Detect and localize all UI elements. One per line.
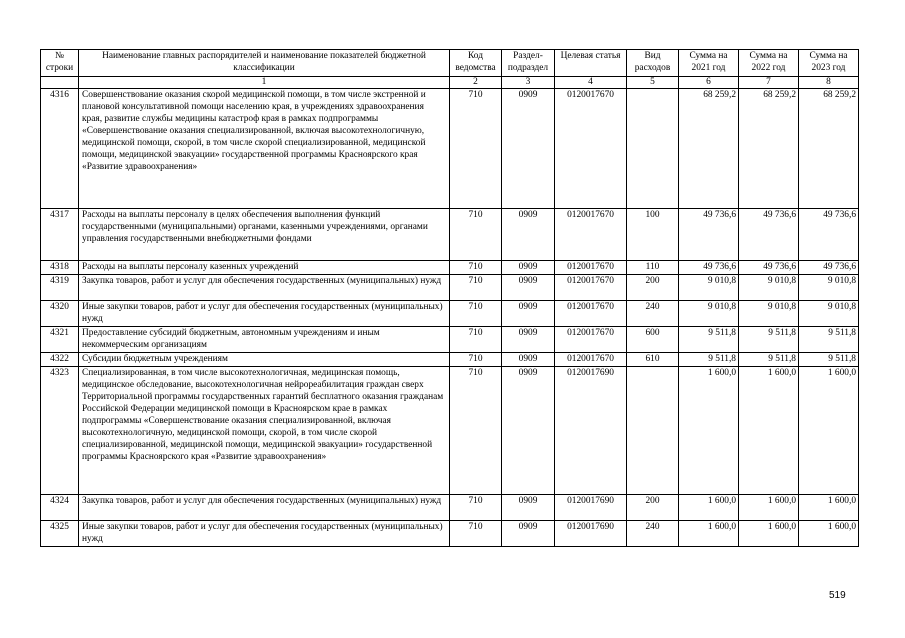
target-article: 0120017670	[555, 209, 627, 261]
item-name: Специализированная, в том числе высокотехнологичная, медицинская помощь, медицинское обследование, высокотехнологичная нейрореабилитация граждан сверх Территориальной программы государственных гарантий бесплатного оказания гражданам Российской Федерации медицинской помощи в Красноярском крае в рамках подпрограммы «Совершенствование оказания специализированной, включая высокотехнологичную, медицинской помощи, скорой, в том числе скорой специализированной, медицинской помощи, медицинской эвакуации» государственной программы Красноярского края «Развитие здравоохранения»	[79, 367, 450, 495]
target-article: 0120017690	[555, 495, 627, 521]
column-number: 3	[502, 77, 555, 89]
table-row	[41, 367, 859, 495]
item-name: Расходы на выплаты персоналу казенных учреждений	[79, 261, 450, 275]
table-row	[41, 327, 859, 353]
target-article: 0120017670	[555, 327, 627, 353]
sum-2021: 9 010,8	[679, 301, 739, 327]
expense-type: 600	[627, 327, 679, 353]
section-code: 0909	[502, 301, 555, 327]
sum-2022: 1 600,0	[739, 495, 799, 521]
dept-code: 710	[450, 209, 502, 261]
target-article: 0120017670	[555, 301, 627, 327]
expense-type: 200	[627, 275, 679, 301]
dept-code: 710	[450, 495, 502, 521]
sum-2022: 9 511,8	[739, 353, 799, 367]
expense-type: 240	[627, 521, 679, 547]
column-number: 5	[627, 77, 679, 89]
col-header-dept-code: Код ведомства	[450, 50, 502, 77]
section-code: 0909	[502, 275, 555, 301]
item-name: Закупка товаров, работ и услуг для обеспечения государственных (муниципальных) нужд	[79, 275, 450, 301]
row-number: 4316	[41, 89, 79, 209]
expense-type: 610	[627, 353, 679, 367]
section-code: 0909	[502, 353, 555, 367]
sum-2023: 49 736,6	[799, 209, 859, 261]
sum-2021: 1 600,0	[679, 521, 739, 547]
item-name: Предоставление субсидий бюджетным, автономным учреждениям и иным некоммерческим организациям	[79, 327, 450, 353]
sum-2023: 9 010,8	[799, 275, 859, 301]
row-number: 4323	[41, 367, 79, 495]
dept-code: 710	[450, 261, 502, 275]
sum-2022: 49 736,6	[739, 261, 799, 275]
col-header-expense-type: Вид расходов	[627, 50, 679, 77]
target-article: 0120017690	[555, 367, 627, 495]
item-name: Расходы на выплаты персоналу в целях обеспечения выполнения функций государственными (муниципальными) органами, казенными учреждениями, органами управления государственными внебюджетными фондами	[79, 209, 450, 261]
sum-2023: 1 600,0	[799, 521, 859, 547]
expense-type	[627, 89, 679, 209]
row-number: 4325	[41, 521, 79, 547]
section-code: 0909	[502, 367, 555, 495]
item-name: Иные закупки товаров, работ и услуг для обеспечения государственных (муниципальных) нужд	[79, 301, 450, 327]
target-article: 0120017690	[555, 521, 627, 547]
dept-code: 710	[450, 275, 502, 301]
expense-type: 200	[627, 495, 679, 521]
sum-2022: 49 736,6	[739, 209, 799, 261]
expense-type: 100	[627, 209, 679, 261]
sum-2021: 49 736,6	[679, 261, 739, 275]
sum-2023: 68 259,2	[799, 89, 859, 209]
item-name: Субсидии бюджетным учреждениям	[79, 353, 450, 367]
col-header-sum-2023: Сумма на 2023 год	[799, 50, 859, 77]
sum-2021: 68 259,2	[679, 89, 739, 209]
sum-2023: 49 736,6	[799, 261, 859, 275]
sum-2021: 9 010,8	[679, 275, 739, 301]
row-number: 4317	[41, 209, 79, 261]
sum-2022: 9 511,8	[739, 327, 799, 353]
column-number: 4	[555, 77, 627, 89]
target-article: 0120017670	[555, 261, 627, 275]
table-row	[41, 301, 859, 327]
column-number: 1	[79, 77, 450, 89]
column-number: 6	[679, 77, 739, 89]
dept-code: 710	[450, 301, 502, 327]
col-header-sum-2021: Сумма на 2021 год	[679, 50, 739, 77]
column-number-row	[41, 77, 859, 89]
row-number: 4322	[41, 353, 79, 367]
section-code: 0909	[502, 261, 555, 275]
table-row	[41, 495, 859, 521]
page-number: 519	[829, 590, 846, 601]
row-number: 4318	[41, 261, 79, 275]
sum-2023: 1 600,0	[799, 495, 859, 521]
section-code: 0909	[502, 327, 555, 353]
item-name: Совершенствование оказания скорой медицинской помощи, в том числе экстренной и плановой консультативной помощи населению края, в учреждениях здравоохранения края, развитие службы медицины катастроф края в рамках подпрограммы «Совершенствование оказания специализированной, включая высокотехнологичную, медицинской помощи, скорой, в том числе скорой специализированной, медицинской помощи, медицинской эвакуации» государственной программы Красноярского края «Развитие здравоохранения»	[79, 89, 450, 209]
row-number: 4320	[41, 301, 79, 327]
table-row	[41, 261, 859, 275]
item-name: Закупка товаров, работ и услуг для обеспечения государственных (муниципальных) нужд	[79, 495, 450, 521]
row-number: 4324	[41, 495, 79, 521]
section-code: 0909	[502, 209, 555, 261]
expense-type: 240	[627, 301, 679, 327]
table-row	[41, 353, 859, 367]
target-article: 0120017670	[555, 353, 627, 367]
target-article: 0120017670	[555, 275, 627, 301]
table-row	[41, 89, 859, 209]
col-header-row-number: № строки	[41, 50, 79, 77]
sum-2022: 1 600,0	[739, 367, 799, 495]
sum-2023: 9 010,8	[799, 301, 859, 327]
column-number	[41, 77, 79, 89]
sum-2021: 9 511,8	[679, 327, 739, 353]
item-name: Иные закупки товаров, работ и услуг для обеспечения государственных (муниципальных) нужд	[79, 521, 450, 547]
row-number: 4321	[41, 327, 79, 353]
sum-2023: 9 511,8	[799, 327, 859, 353]
sum-2021: 49 736,6	[679, 209, 739, 261]
col-header-name: Наименование главных распорядителей и наименование показателей бюджетной классификации	[79, 50, 450, 77]
sum-2022: 9 010,8	[739, 301, 799, 327]
dept-code: 710	[450, 367, 502, 495]
target-article: 0120017670	[555, 89, 627, 209]
sum-2022: 9 010,8	[739, 275, 799, 301]
section-code: 0909	[502, 495, 555, 521]
column-number: 7	[739, 77, 799, 89]
dept-code: 710	[450, 89, 502, 209]
table-row	[41, 275, 859, 301]
col-header-section: Раздел-подраздел	[502, 50, 555, 77]
sum-2022: 1 600,0	[739, 521, 799, 547]
sum-2022: 68 259,2	[739, 89, 799, 209]
table-row	[41, 209, 859, 261]
table-header-row	[41, 50, 859, 77]
col-header-target-article: Целевая статья	[555, 50, 627, 77]
column-number: 8	[799, 77, 859, 89]
budget-table	[40, 49, 859, 547]
dept-code: 710	[450, 521, 502, 547]
col-header-sum-2022: Сумма на 2022 год	[739, 50, 799, 77]
sum-2023: 9 511,8	[799, 353, 859, 367]
section-code: 0909	[502, 521, 555, 547]
column-number: 2	[450, 77, 502, 89]
table-row	[41, 521, 859, 547]
sum-2023: 1 600,0	[799, 367, 859, 495]
row-number: 4319	[41, 275, 79, 301]
sum-2021: 1 600,0	[679, 367, 739, 495]
expense-type: 110	[627, 261, 679, 275]
dept-code: 710	[450, 327, 502, 353]
section-code: 0909	[502, 89, 555, 209]
dept-code: 710	[450, 353, 502, 367]
sum-2021: 9 511,8	[679, 353, 739, 367]
sum-2021: 1 600,0	[679, 495, 739, 521]
expense-type	[627, 367, 679, 495]
